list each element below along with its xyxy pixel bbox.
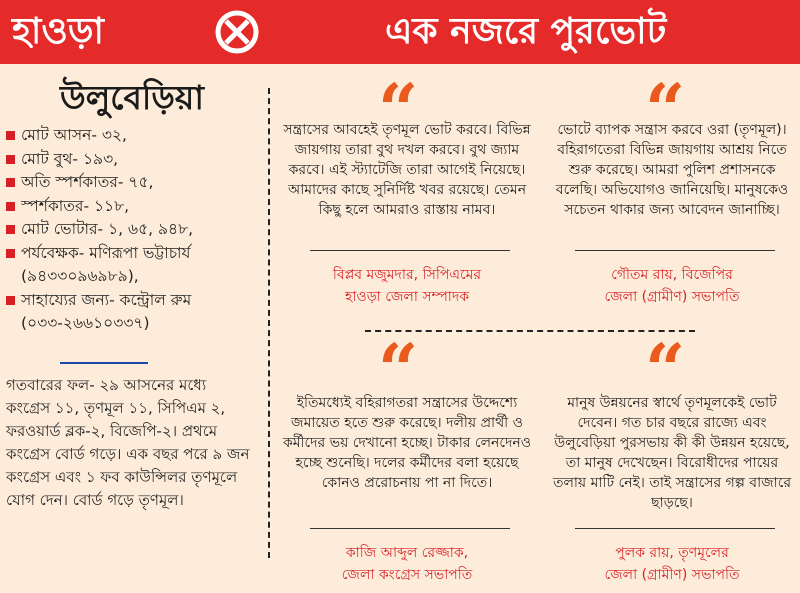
municipality-panel <box>0 64 258 593</box>
bullet-square-icon <box>6 296 15 305</box>
municipality-name: উলুবেড়িয়া <box>60 78 204 117</box>
divider <box>575 528 775 529</box>
quote-speaker: কাজি আব্দুল রেজ্জাক, <box>345 545 469 561</box>
divider <box>268 88 270 558</box>
quote-mark-icon: “ <box>378 68 419 151</box>
fact-item: পর্যবেক্ষক- মণিরূপা ভট্টাচার্য (৯৪৩৩০৯৬৯৮৯), <box>6 242 256 289</box>
quote-speaker-role: জেলা (গ্রামীণ) সভাপতি <box>604 567 740 583</box>
page-title: এক নজরে পুরভোট <box>385 11 667 52</box>
bullet-square-icon <box>6 131 15 140</box>
quote-speaker-role: জেলা কংগ্রেস সভাপতি <box>341 567 473 583</box>
fact-list <box>6 124 256 336</box>
fact-item: অতি স্পর্শকাতর- ৭৫, <box>6 171 256 195</box>
bullet-square-icon <box>6 178 15 187</box>
previous-result-text: গতবারের ফল- ২৯ আসনের মধ্যে কংগ্রেস ১১, তৃণমূল ১১, সিপিএম ২, ফরওয়ার্ড ব্লক-২, বিজেপি-২। প্রথমে কংগ্রেস বোর্ড গড়ে। এক বছর পরে ৯ জন কংগ্রেস এবং ১ ফব কাউন্সিলর তৃণমূলে যোগ দেন। বোর্ড গড়ে তৃণমূল। <box>6 376 250 509</box>
quote-speaker: গৌতম রায়, বিজেপির <box>611 267 733 283</box>
ballot-cross-icon <box>214 9 260 55</box>
quote-mark-icon: “ <box>378 328 419 411</box>
bullet-square-icon <box>6 155 15 164</box>
quote-mark-icon: “ <box>645 68 686 151</box>
quote-text: ইতিমধ্যেই বহিরাগতরা সন্ত্রাসের উদ্দেশ্যে জমায়েত হতে শুরু করেছে। দলীয় প্রার্থী ও কর্মীদের ভয় দেখানো হচ্ছে। টাকার লেনদেনও হচ্ছে শুনেছি। দলের কর্মীদের বলা হয়েছে কোনও প্ররোচনায় পা না দিতে। <box>282 395 532 491</box>
quote-mark-icon: “ <box>645 328 686 411</box>
bullet-square-icon <box>6 249 15 258</box>
divider <box>310 250 510 251</box>
quote-text: ভোটে ব্যাপক সন্ত্রাস করবে ওরা (তৃণমূল)। বহিরাগতেরা বিভিন্ন জায়গায় আশ্রয় নিতে শুরু করেছে। আমরা পুলিশ প্রশাসনকে বলেছি। অভিযোগও জানিয়েছি। মানুষকেও সচেতন থাকার জন্য আবেদন জানাচ্ছি। <box>555 122 789 218</box>
fact-item: মোট আসন- ৩২, <box>6 124 256 148</box>
district-title: হাওড়া <box>12 11 104 52</box>
fact-item: সাহায্যের জন্য- কন্ট্রোল রুম (০৩৩-২৬৬১০৩৩৭) <box>6 289 256 336</box>
quote-speaker-role: হাওড়া জেলা সম্পাদক <box>344 289 470 305</box>
bullet-square-icon <box>6 202 15 211</box>
fact-item: স্পর্শকাতর- ১১৮, <box>6 195 256 219</box>
quote-speaker: বিপ্লব মজুমদার, সিপিএমের <box>332 267 482 283</box>
fact-item: মোট ভোটার- ১, ৬৫, ৯৪৮, <box>6 218 256 242</box>
quote-speaker-role: জেলা (গ্রামীণ) সভাপতি <box>604 289 740 305</box>
bullet-square-icon <box>6 225 15 234</box>
quote-text: সন্ত্রাসের আবহেই তৃণমূল ভোট করবে। বিভিন্ন জায়গায় তারা বুথ দখল করবে। বুথ জ্যাম করবে। এই স্ট্যাটেজি তারা আগেই নিয়েছে। আমাদের কাছে সুনির্দিষ্ট খবর রয়েছে। তেমন কিছু হলে আমরাও রাস্তায় নামব। <box>283 122 531 218</box>
header-banner <box>0 0 800 64</box>
quote-speaker: পুলক রায়, তৃণমূলের <box>615 545 729 561</box>
quote-text: মানুষ উন্নয়নের স্বার্থে তৃণমূলকেই ভোট দেবেন। গত চার বছরে রাজ্যে এবং উলুবেড়িয়া পুরসভায় কী কী উন্নয়ন হয়েছে, তা মানুষ দেখেছেন। বিরোধীদের পায়ের তলায় মাটি নেই। তাই সন্ত্রাসের গল্প বাজারে ছাড়ছে। <box>552 395 792 511</box>
divider <box>310 528 510 529</box>
divider <box>60 362 148 364</box>
divider <box>575 250 775 251</box>
fact-item: মোট বুথ- ১৯৩, <box>6 148 256 172</box>
